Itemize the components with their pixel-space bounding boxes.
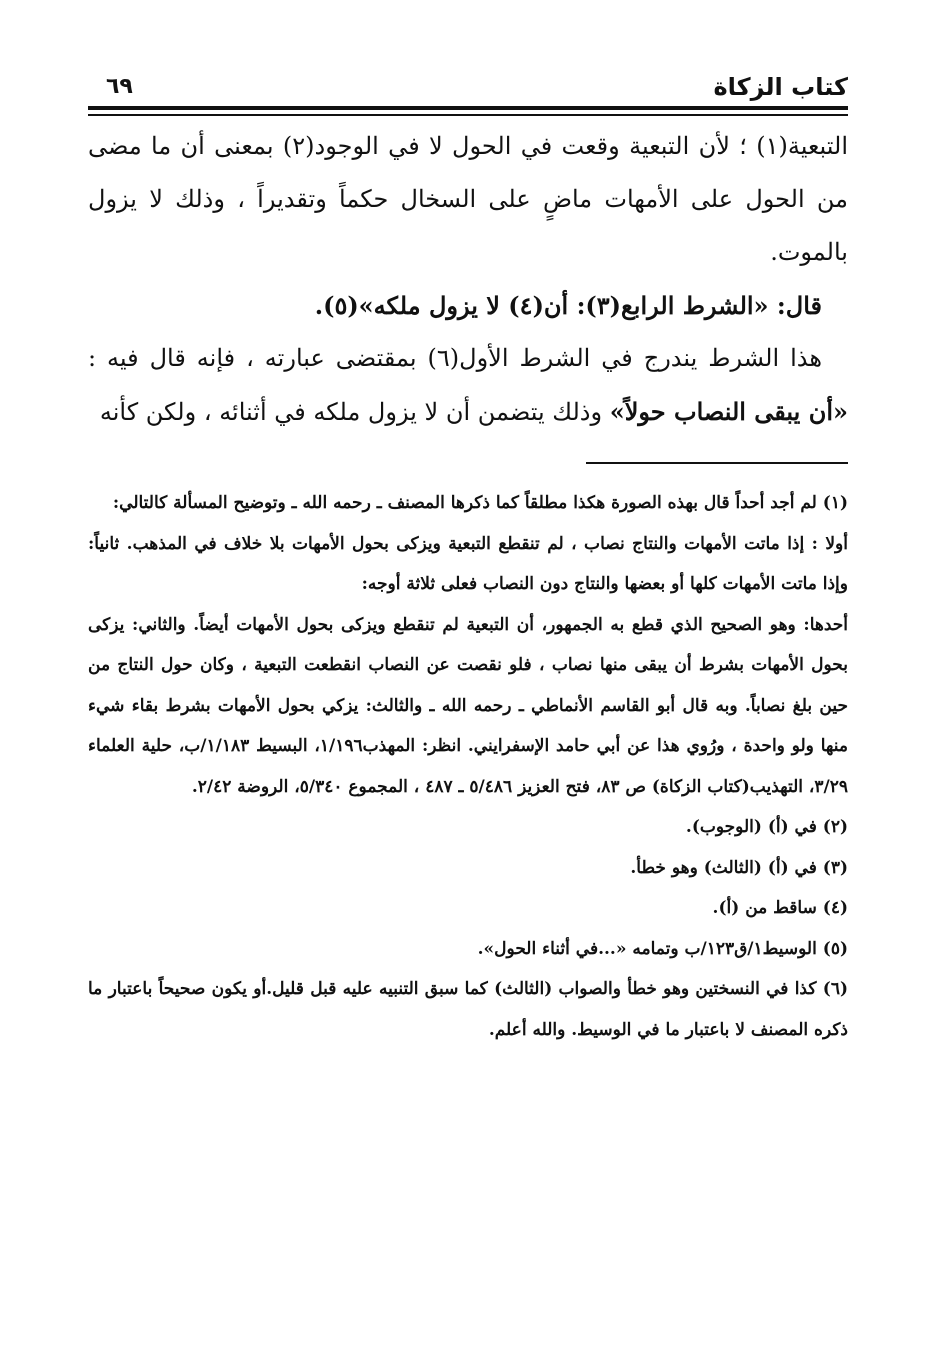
paragraph-3-start: هذا الشرط يندرج في الشرط الأول(٦) بمقتضى عبارته ، فإنه قال فيه : xyxy=(88,344,823,372)
footnote-1-intro: (١) لم أجد أحداً قال بهذه الصورة هكذا مطلقاً كما ذكرها المصنف ـ رحمه الله ـ وتوضيح المسألة كالتالي: xyxy=(112,493,848,513)
footnote-2: (٢) في (أ) (الوجوب). xyxy=(685,817,848,837)
footnote-1-part-1: أولا : إذا ماتت الأمهات والنتاج نصاب ، لم تنقطع التبعية ويزكى بحول الأمهات بلا خلاف في المذهب. ثانياً: وإذا ماتت الأمهات كلها أو بعضها والنتاج دون النصاب فعلى ثلاثة أوجه: xyxy=(88,533,848,594)
page-header xyxy=(88,70,848,104)
paragraph-1: التبعية(١) ؛ لأن التبعية وقعت في الحول لا في الوجود(٢) بمعنى أن ما مضى من الحول على الأمهات ماضٍ على السخال حكماً وتقديراً ، وذلك لا يزول بالموت. xyxy=(88,132,849,266)
paragraph-3-quote: «أن يبقى النصاب حولاً» xyxy=(609,397,848,426)
header-rule-thick xyxy=(88,106,848,110)
footnote-separator xyxy=(586,462,848,464)
footnote-6: (٦) كذا في النسختين وهو خطأ والصواب (الثالث) كما سبق التنبيه عليه قبل قليل.أو يكون صحيحاً باعتبار ما ذكره المصنف لا باعتبار ما في الوسيط. والله أعلم. xyxy=(88,979,848,1040)
footnote-5: (٥) الوسيط١/ق١٢٣/ب وتمامه «...في أثناء الحول». xyxy=(477,938,848,959)
footnote-1-part-2: أحدها: وهو الصحيح الذي قطع به الجمهور، أن التبعية لم تنقطع ويزكى بحول الأمهات أيضاً. والثاني: يزكى بحول الأمهات بشرط أن يبقى منها نصاب ، فلو نقصت عن النصاب انقطعت التبعية ، وكان حول النتاج من حين بلغ نصاباً. وبه قال أبو القاسم الأنماطي ـ رحمه الله ـ والثالث: يزكي بحول الأمهات بشرط بقاء شيء منها ولو واحدة ، ورُوي هذا عن أبي حامد الإسفرايني. انظر: المهذب١/١٩٦، البسيط ١/١٨٣/ب، حلية العلماء ٣/٢٩، التهذيب(كتاب الزكاة) ص ٨٣، فتح العزيز ٥/٤٨٦ ـ ٤٨٧ ، المجموع ٥/٣٤٠، الروضة ٢/٤٢. xyxy=(88,614,848,797)
footnotes xyxy=(88,483,848,1050)
paragraph-3-end: وذلك يتضمن أن لا يزول ملكه في أثنائه ، ولكن كأنه xyxy=(99,398,610,426)
paragraph-3 xyxy=(88,332,848,439)
header-rule-thin xyxy=(88,114,848,116)
footnote-4: (٤) ساقط من (أ). xyxy=(712,898,848,918)
footnote-3: (٣) في (أ) (الثالث) وهو خطأ. xyxy=(630,857,848,878)
paragraph-2-quote: قال: «الشرط الرابع(٣): أن(٤) لا يزول ملكه»(٥). xyxy=(314,291,822,320)
running-title: كتاب الزكاة xyxy=(713,73,848,101)
page-number: ٦٩ xyxy=(106,74,133,99)
main-text xyxy=(88,120,848,439)
